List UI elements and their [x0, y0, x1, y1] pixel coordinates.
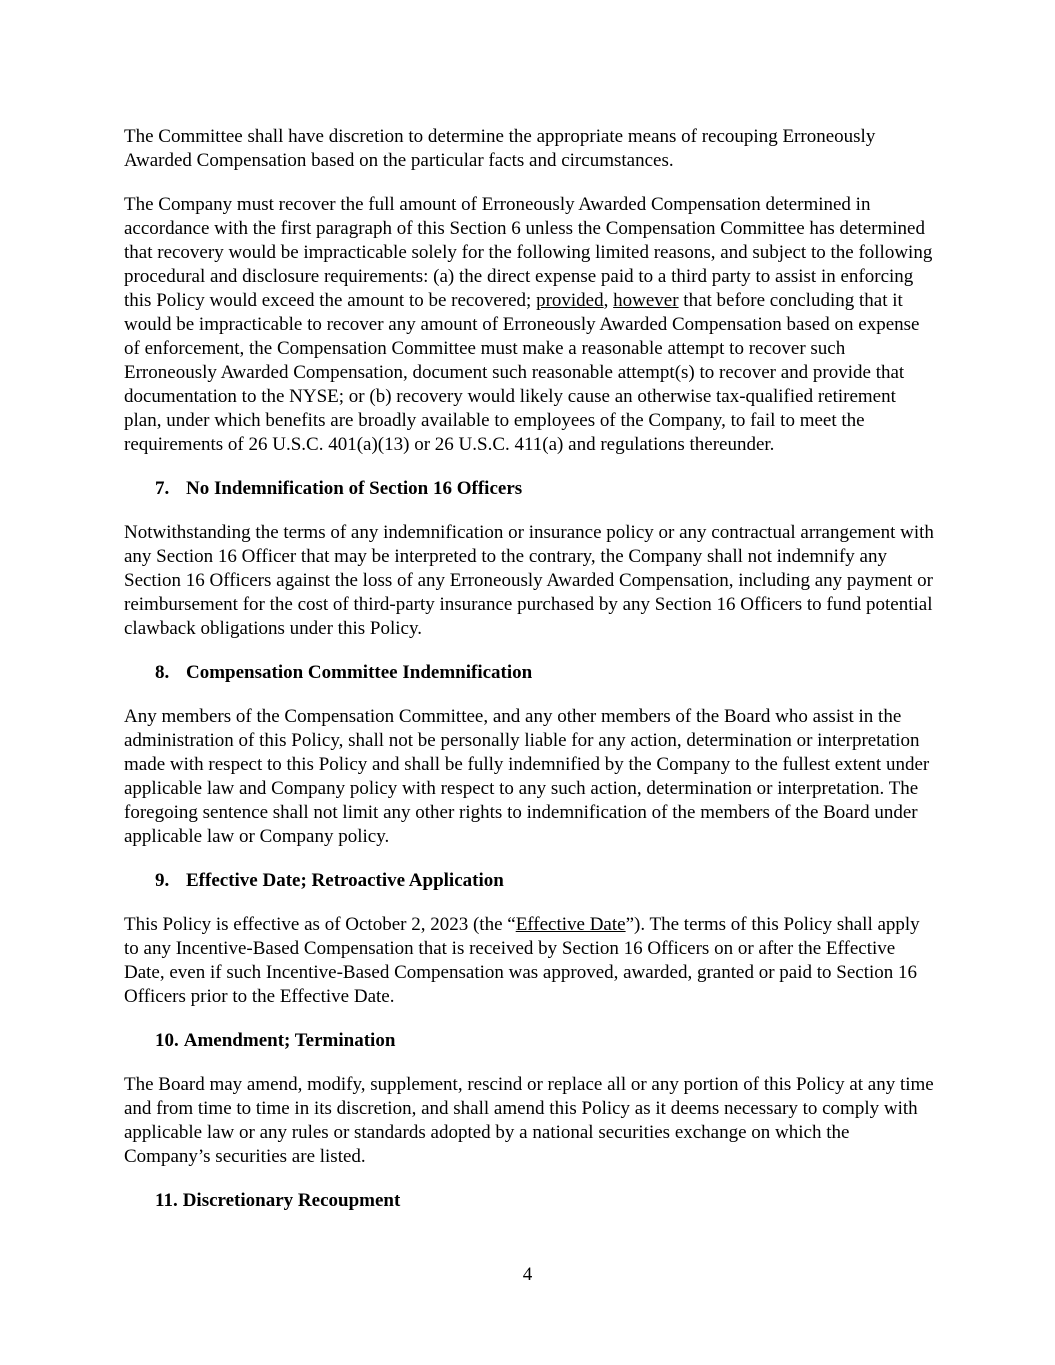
paragraph-recovery-requirement [124, 193, 936, 457]
paragraph-text: , [603, 290, 614, 311]
section-heading-10 [155, 1029, 936, 1053]
paragraph-committee-indemnification: Any members of the Compensation Committee, and any other members of the Board who assist in the administration of this Policy, shall not be personally liable for any action, determination or interpretation made with respect to this Policy and shall be fully indemnified by the Company to the fullest extent under applicable law and Company policy with respect to any such action, determination or interpretation. The foregoing sentence shall not limit any other rights to indemnification of the members of the Board under applicable law or Company policy. [124, 706, 930, 847]
section-number: 8. [155, 662, 170, 683]
section-title: Discretionary Recoupment [182, 1190, 401, 1211]
paragraph-recoup-discretion: The Committee shall have discretion to determine the appropriate means of recouping Erroneously Awarded Compensation based on the particular facts and circumstances. [124, 126, 876, 171]
paragraph-text: ”). The terms of this Policy shall apply to any Incentive-Based Compensation that is received by Section 16 Officers on or after the Effective Date, even if such Incentive-Based Compensation was approved, awarded, granted or paid to Section 16 Officers prior to the Effective Date. [124, 914, 920, 1007]
section-number: 10. [155, 1030, 179, 1051]
effective-date-term: Effective Date [515, 914, 626, 935]
however-term: however [613, 290, 679, 311]
paragraph-text: that before concluding that it would be impracticable to recover any amount of Erroneously Awarded Compensation based on expense of enforcement, the Compensation Committee must make a reasonable attempt to recover such Erroneously Awarded Compensation, document such reasonable attempt(s) to recover and provide that documentation to the NYSE; or (b) recovery would likely cause an otherwise tax-qualified retirement plan, under which benefits are broadly available to employees of the Company, to fail to meet the requirements of 26 U.S.C. 401(a)(13) or 26 U.S.C. 411(a) and regulations thereunder. [124, 290, 920, 455]
paragraph-no-indemnification: Notwithstanding the terms of any indemnification or insurance policy or any contractual arrangement with any Section 16 Officer that may be interpreted to the contrary, the Company shall not indemnify any Section 16 Officers against the loss of any Erroneously Awarded Compensation, including any payment or reimbursement for the cost of third-party insurance purchased by any Section 16 Officers to fund potential clawback obligations under this Policy. [124, 522, 934, 639]
paragraph-text: This Policy is effective as of October 2, 2023 (the “ [124, 914, 516, 935]
section-number: 9. [155, 870, 170, 891]
section-heading-11 [155, 1189, 936, 1213]
section-title: Amendment; Termination [183, 1030, 396, 1051]
section-number: 11. [155, 1190, 178, 1211]
section-title: Effective Date; Retroactive Application [186, 870, 504, 891]
provided-term: provided [536, 290, 604, 311]
paragraph-effective-date [124, 913, 936, 1009]
document-page [124, 125, 936, 1213]
section-heading-9 [155, 869, 936, 893]
page-number: 4 [522, 1264, 533, 1285]
paragraph-amendment: The Board may amend, modify, supplement, rescind or replace all or any portion of this Policy at any time and from time to time in its discretion, and shall amend this Policy as it deems necessary to comply with applicable law or any rules or standards adopted by a national securities exchange on which the Company’s securities are listed. [124, 1074, 934, 1167]
section-heading-7 [155, 477, 936, 501]
section-number: 7. [155, 478, 170, 499]
section-title: Compensation Committee Indemnification [186, 662, 533, 683]
paragraph-text: The Company must recover the full amount of Erroneously Awarded Compensation determined in accordance with the first paragraph of this Section 6 unless the Compensation Committee has determined that recovery would be impracticable solely for the following limited reasons, and subject to the following procedural and disclosure requirements: (a) the direct expense paid to a third party to assist in enforcing this Policy would exceed the amount to be recovered; [124, 194, 933, 311]
section-heading-8 [155, 661, 936, 685]
section-title: No Indemnification of Section 16 Officers [186, 478, 523, 499]
